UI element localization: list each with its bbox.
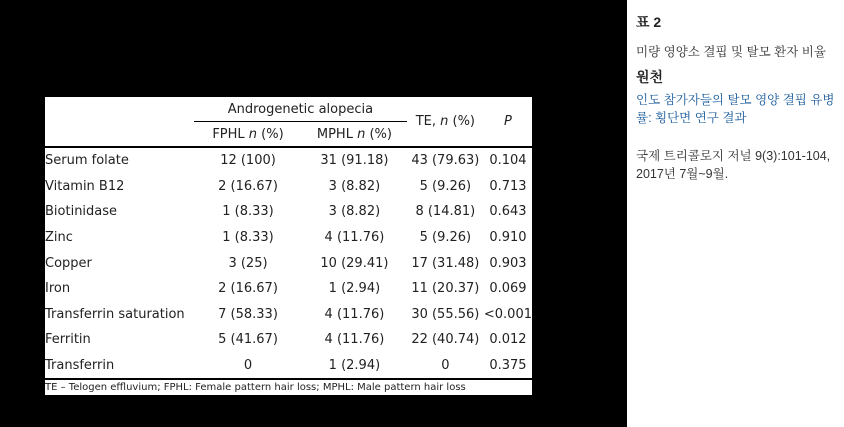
row-label: Biotinidase [45, 204, 118, 220]
table-row [45, 174, 532, 200]
table-figure [45, 95, 532, 395]
p-cell: 0.012 [489, 332, 527, 348]
fphl-cell: 0 [194, 353, 302, 380]
mphl-cell: 4 (11.76) [324, 306, 385, 322]
te-cell: 0 [407, 353, 484, 380]
table-row [45, 276, 532, 302]
empty-header-cell [45, 96, 194, 122]
te-cell: 22 (40.74) [411, 332, 480, 348]
androgenetic-alopecia-header: Androgenetic alopecia [194, 96, 407, 122]
te-cell: 5 (9.26) [419, 230, 472, 246]
row-label: Copper [45, 255, 92, 271]
row-label: Transferrin [45, 353, 194, 380]
table-footnote: TE – Telogen effluvium; FPHL: Female pattern hair loss; MPHL: Male pattern hair loss [45, 382, 466, 394]
te-cell: 43 (79.63) [411, 153, 480, 169]
mphl-cell: 4 (11.76) [324, 332, 385, 348]
row-label: Ferritin [45, 332, 91, 348]
fphl-cell: 12 (100) [220, 153, 276, 169]
mphl-cell: 10 (29.41) [320, 255, 389, 271]
panel-subtitle: 미량 영양소 결핍 및 탈모 환자 비율 [636, 45, 826, 59]
row-label: Transferrin saturation [45, 306, 185, 322]
data-table [45, 95, 532, 380]
fphl-header-text: FPHL [212, 126, 249, 142]
panel-title: 표 2 [636, 14, 662, 30]
table-row [45, 250, 532, 276]
empty-header-cell-2 [45, 122, 194, 148]
mphl-cell: 31 (91.18) [320, 153, 389, 169]
fphl-cell: 3 (25) [228, 255, 268, 271]
fphl-cell: 1 (8.33) [222, 204, 274, 220]
mphl-cell: 3 (8.82) [328, 204, 381, 220]
p-cell: 0.713 [489, 178, 527, 194]
fphl-cell: 2 (16.67) [218, 178, 278, 194]
te-cell: 30 (55.56) [411, 306, 480, 322]
row-label: Serum folate [45, 153, 129, 169]
mphl-header [302, 122, 407, 148]
fphl-cell: 2 (16.67) [218, 281, 278, 297]
mphl-header-text: MPHL [316, 126, 358, 142]
fphl-cell: 1 (8.33) [222, 230, 274, 246]
te-cell: 17 (31.48) [411, 255, 480, 271]
p-cell: 0.104 [489, 153, 527, 169]
source-heading: 원천 [636, 69, 664, 85]
table-row [45, 327, 532, 353]
mphl-header-pct: (%) [365, 126, 392, 142]
fphl-cell: 5 (41.67) [218, 332, 278, 348]
p-cell: 0.643 [489, 204, 527, 220]
fphl-cell: 7 (58.33) [218, 306, 278, 322]
te-header-pct: (%) [448, 114, 475, 129]
p-cell: <0.001 [483, 306, 532, 322]
mphl-cell: 1 (2.94) [328, 281, 381, 297]
row-label: Zinc [45, 230, 73, 246]
fphl-header [194, 122, 302, 148]
table-row [45, 353, 532, 380]
te-header-text: TE, [415, 114, 441, 129]
te-header-n: n [440, 114, 449, 129]
mphl-cell: 1 (2.94) [302, 353, 407, 380]
te-cell: 8 (14.81) [415, 204, 476, 220]
te-header [407, 96, 484, 147]
mphl-header-n: n [357, 126, 366, 142]
table-row [45, 225, 532, 251]
te-cell: 11 (20.37) [411, 281, 480, 297]
source-article-link[interactable]: 인도 참가자들의 탈모 영양 결핍 유병률: 횡단면 연구 결과 [636, 93, 835, 125]
table-row [45, 302, 532, 328]
p-cell: 0.069 [489, 281, 527, 297]
fphl-header-n: n [248, 126, 258, 142]
table-row [45, 147, 532, 174]
p-cell: 0.375 [484, 353, 532, 380]
p-cell: 0.910 [489, 230, 527, 246]
table-row [45, 199, 532, 225]
fphl-header-pct: (%) [257, 126, 284, 142]
te-cell: 5 (9.26) [419, 178, 472, 194]
p-cell: 0.903 [489, 255, 527, 271]
mphl-cell: 4 (11.76) [324, 230, 385, 246]
p-header: P [484, 96, 532, 147]
mphl-cell: 3 (8.82) [328, 178, 381, 194]
row-label: Vitamin B12 [45, 178, 125, 194]
row-label: Iron [45, 281, 71, 297]
info-panel [627, 0, 844, 427]
journal-citation: 국제 트리콜로지 저널 9(3):101-104, 2017년 7월~9월. [636, 149, 831, 181]
